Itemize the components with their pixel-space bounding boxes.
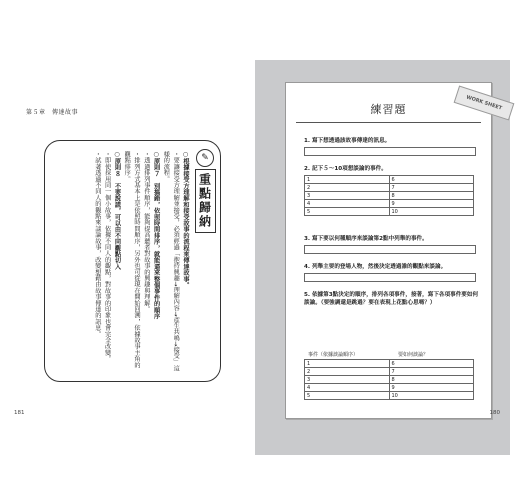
table-cell[interactable]: 5 xyxy=(305,208,390,216)
worksheet xyxy=(285,82,492,419)
table-cell[interactable]: 7 xyxy=(389,184,474,192)
summary-text: 要讓接受方理解並接受，必須經過「抱持興趣→理解內容→產生共鳴→接受」這樣的流程。 xyxy=(162,151,180,372)
table-cell[interactable]: 2 xyxy=(305,368,390,376)
table-row xyxy=(305,384,474,392)
summary-point xyxy=(161,151,181,373)
table-cell[interactable]: 1 xyxy=(305,360,390,368)
summary-point xyxy=(92,151,102,373)
summary-box xyxy=(44,140,221,382)
table-cell[interactable]: 4 xyxy=(305,384,390,392)
table-row xyxy=(305,360,474,368)
summary-header xyxy=(194,149,216,233)
table-cell[interactable]: 7 xyxy=(389,368,474,376)
right-page xyxy=(255,60,510,455)
table-cell[interactable]: 6 xyxy=(389,176,474,184)
table-cell[interactable]: 2 xyxy=(305,184,390,192)
question-1: 1. 寫下想透過該故事傳達的訊息。 xyxy=(304,138,391,144)
table-cell[interactable]: 8 xyxy=(389,376,474,384)
table-cell[interactable]: 5 xyxy=(305,392,390,400)
summary-text: 原則７ 別搞錯，依照時間排序，就能逼來整個事件的順序 xyxy=(152,158,160,320)
summary-text: 即使採用同一個小故事，依據不同人的觀點，對故事的印象也會完全改變。 xyxy=(103,157,111,362)
table-row xyxy=(305,192,474,200)
summary-point xyxy=(141,151,151,373)
table-row xyxy=(305,176,474,184)
table-cell[interactable]: 6 xyxy=(389,360,474,368)
table-row xyxy=(305,368,474,376)
page-number-right: 180 xyxy=(489,410,500,416)
summary-text: 排列方式基本上是依照時間順序，另外也可從現在開始回溯，依據故事主角的觀點排序。 xyxy=(123,151,141,369)
table-row xyxy=(305,184,474,192)
table-cell[interactable]: 1 xyxy=(305,176,390,184)
page-number-left: 181 xyxy=(14,410,25,416)
bullet-mark: ○ xyxy=(182,151,189,158)
worksheet-tag: WORK SHEET xyxy=(454,85,515,120)
summary-heading xyxy=(112,151,122,373)
column-header-how: 要如何談論？ xyxy=(398,352,429,358)
table-row xyxy=(305,392,474,400)
answer-field-1[interactable] xyxy=(304,147,476,156)
summary-point xyxy=(102,151,112,373)
table-cell[interactable]: 9 xyxy=(389,384,474,392)
table-row xyxy=(305,208,474,216)
question-4: 4. 列舉主要的登場人物，然後決定透過誰的觀點來談論。 xyxy=(304,264,447,270)
chapter-header: 第５章 傳達故事 xyxy=(26,109,79,116)
title-divider xyxy=(296,122,481,123)
summary-text: 原則８ 不要說謊，可以由不同觀點切入 xyxy=(113,158,121,270)
question-2: 2. 記下５～10項想談論的事件。 xyxy=(304,166,387,172)
summary-text: 透過排列事件順序，能夠提高聽者對故事的興趣與理解。 xyxy=(142,157,150,313)
summary-point xyxy=(121,151,141,373)
summary-text: 試著透過不同人的觀點來談論故事，改變想藉由故事傳達的訊息。 xyxy=(93,157,101,338)
bullet-mark: ・ xyxy=(133,151,141,158)
question-5: 5. 依據第3點決定的順序，排列各項事件，接著，寫下各項事件要如何談論。（要強調還是跳過？要在表現上花點心思嗎？） xyxy=(304,292,479,306)
summary-heading xyxy=(151,151,161,373)
answer-field-4[interactable] xyxy=(304,273,476,282)
summary-title: 重點歸納 xyxy=(195,169,216,233)
table-cell[interactable]: 10 xyxy=(389,392,474,400)
bullet-mark: ○ xyxy=(152,151,160,158)
left-page xyxy=(12,60,250,455)
table-row xyxy=(305,376,474,384)
question-3: 3. 寫下要以何種順序來談論第2點中列舉的事件。 xyxy=(304,236,428,242)
table-cell[interactable]: 3 xyxy=(305,376,390,384)
table-cell[interactable]: 4 xyxy=(305,200,390,208)
worksheet-title: 練習題 xyxy=(370,103,407,116)
event-order-table xyxy=(304,359,474,400)
answer-field-3[interactable] xyxy=(304,245,476,254)
summary-body xyxy=(52,151,190,373)
table-row xyxy=(305,200,474,208)
table-cell[interactable]: 8 xyxy=(389,192,474,200)
column-header-events: 事件（依據談論順序） xyxy=(308,352,359,358)
bullet-mark: ・ xyxy=(142,151,150,158)
table-cell[interactable]: 3 xyxy=(305,192,390,200)
bullet-mark: ・ xyxy=(103,151,111,158)
bullet-mark: ・ xyxy=(93,151,101,158)
bullet-mark: ・ xyxy=(172,151,180,158)
event-list-table xyxy=(304,175,474,216)
summary-heading xyxy=(180,151,190,373)
table-cell[interactable]: 10 xyxy=(389,208,474,216)
summary-text: 根據接受方理解和接受故事的流程來傳達故事。 xyxy=(182,158,189,289)
bullet-mark: ○ xyxy=(113,151,121,158)
table-cell[interactable]: 9 xyxy=(389,200,474,208)
pencil-memo-icon: ✎ xyxy=(196,149,214,167)
